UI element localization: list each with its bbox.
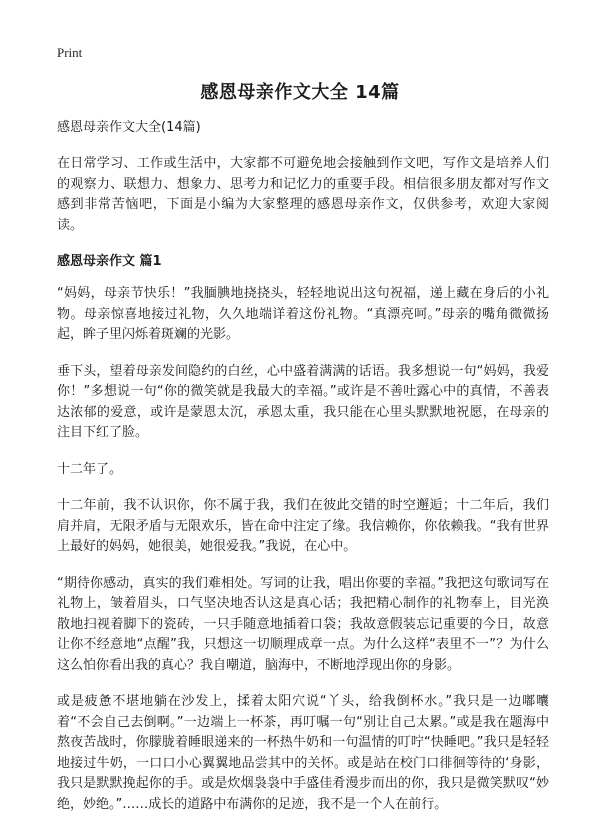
print-link[interactable]: Print [57, 45, 83, 60]
essay-paragraph: 十二年了。 [57, 461, 123, 477]
essay-paragraph: “妈妈，母亲节快乐！”我腼腆地挠挠头，轻轻地说出这句祝福，递上藏在身后的小礼物。母亲惊喜地接过礼物，久久地端详着这份礼物。“真漂亮呵。”母亲的嘴角微微扬起，眸子里闪烁着斑斓的光影。 [57, 286, 549, 342]
essay-paragraph: 十二年前，我不认识你，你不属于我，我们在彼此交错的时空邂逅；十二年后，我们肩并肩，无限矛盾与无限欢乐，皆在命中注定了缘。我信赖你，你依赖我。“我有世界上最好的妈妈，她很美，她很爱我。”我说，在心中。 [57, 498, 549, 554]
intro-paragraph: 在日常学习、工作或生活中，大家都不可避免地会接触到作文吧，写作文是培养人们的观察力、联想力、想象力、思考力和记忆力的重要手段。相信很多朋友都对写作文感到非常苦恼吧，下面是小编为大家整理的感恩母亲作文，仅供参考，欢迎大家阅读。 [57, 156, 549, 233]
essay-paragraph: 垂下头，望着母亲发间隐约的白丝，心中盛着满满的话语。我多想说一句“妈妈，我爱你！”多想说一句“你的微笑就是我最大的幸福。”或许是不善吐露心中的真情，不善表达浓郁的爱意，或许是蒙恩太沉，承恩太重，我只能在心里头默默地祝愿，在母亲的注目下红了脸。 [57, 363, 549, 440]
section-heading: 感恩母亲作文 篇1 [57, 254, 162, 269]
document-title: 感恩母亲作文大全 14篇 [200, 82, 400, 103]
document-body [57, 118, 549, 831]
essay-paragraph: “期待你感动，真实的我们难相处。写词的让我，唱出你要的幸福。”我把这句歌词写在礼物上，皱着眉头，口气坚决地否认这是真心话；我把精心制作的礼物奉上，目光涣散地扫视着脚下的瓷砖，一只手随意地插着口袋；我故意假装忘记重要的今日，故意让你不经意地“点醒”我，只想这一切顺理成章一点。为什么这样“表里不一”？为什么这么怕你看出我的真心？我自嘲道，脑海中，不断地浮现出你的身影。 [57, 575, 549, 673]
essay-paragraph: 或是疲惫不堪地躺在沙发上，揉着太阳穴说“丫头，给我倒杯水。”我只是一边嘟囔着“不会自己去倒啊。”一边端上一杯茶，再叮嘱一句“别让自己太累。”或是我在题海中熬夜苦战时，你朦胧着睡眼递来的一杯热牛奶和一句温情的叮咛“快睡吧。”我只是轻轻地接过牛奶，一口口小心翼翼地品尝其中的关怀。或是站在校门口徘徊等待的‘身影，我只是默默挽起你的手。或是炊烟袅袅中手盛佳肴漫步而出的你，我只是微笑默叹“妙绝，妙绝。”……成长的道路中布满你的足迹，我不是一个人在前行。 [57, 694, 549, 812]
document-subtitle: 感恩母亲作文大全(14篇) [57, 120, 201, 135]
